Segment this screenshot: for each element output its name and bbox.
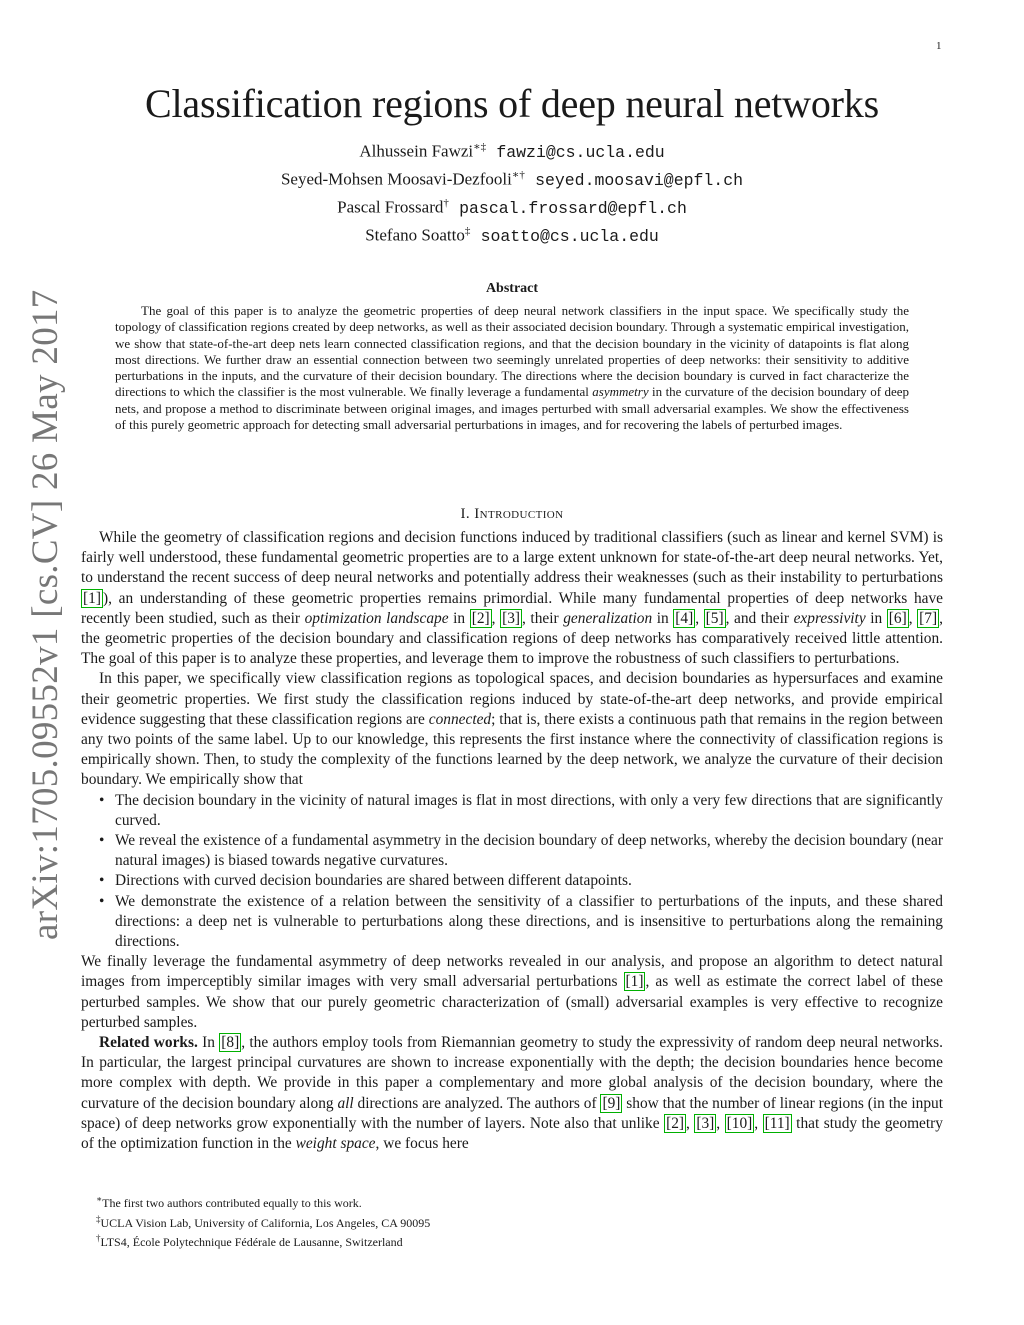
citation-link[interactable]: [1]: [83, 589, 101, 607]
paragraph-lead: Related works.: [99, 1034, 198, 1052]
abstract-text: [115, 303, 909, 433]
author-affiliation-marks: ∗‡: [473, 141, 487, 153]
text: ; that is, there exists a continuous path that remains in the region between any two points of the same label. Up to our knowledge, this represents the first instance where the connectivity of classification regions is empirically shown. Then, to study the complexity of the functions learned by the deep network, we analyze the curvature of their decision boundary. We empirically show that: [81, 710, 943, 789]
footnote-mark: ∗: [96, 1194, 103, 1204]
section-heading-introduction: [0, 506, 1024, 523]
citation-link[interactable]: [5]: [705, 609, 724, 627]
paragraph: [81, 952, 943, 1033]
arxiv-identifier-stamp: arXiv:1705.09552v1 [cs.CV] 26 May 2017: [25, 289, 66, 940]
section-title: Introduction: [474, 506, 564, 522]
footnote: [96, 1231, 796, 1251]
emphasis: generalization: [563, 609, 653, 627]
emphasis: all: [337, 1094, 354, 1112]
author-email[interactable]: seyed.moosavi@epfl.ch: [535, 170, 744, 190]
bullet-marker: •: [99, 791, 105, 809]
text: ,: [491, 609, 501, 627]
citation-link[interactable]: [2]: [471, 609, 490, 627]
text: , their: [522, 609, 564, 627]
citation-link[interactable]: [3]: [502, 609, 521, 627]
text: in: [652, 609, 674, 627]
text: In this paper, we specifically view classification regions as topological spaces, and decision boundaries as hypersurfaces and examine their geometric properties. We first study the classification regions induced by state-of-the-art deep networks, and provide empirical evidence suggesting that these classification regions are: [81, 670, 943, 728]
footnote-text: LTS4, École Polytechnique Fédérale de Lausanne, Switzerland: [100, 1235, 403, 1249]
footnotes: [96, 1192, 796, 1251]
author-email[interactable]: soatto@cs.ucla.edu: [480, 226, 659, 246]
text: show that the number of linear regions (in the input space) of deep networks grow exponentially with the number of layers. Note also that unlike: [81, 1094, 943, 1132]
author-affiliation-marks: ‡: [464, 224, 471, 237]
text: ,: [908, 609, 918, 627]
introduction-body: [81, 528, 943, 1154]
author-name: Seyed-Mohsen Moosavi-Dezfooli: [280, 169, 512, 189]
citation-link[interactable]: [8]: [221, 1034, 240, 1052]
author-line: [0, 136, 1024, 164]
text: ,: [686, 1114, 695, 1132]
page-number: 1: [936, 40, 942, 52]
author-email[interactable]: pascal.frossard@epfl.ch: [459, 198, 687, 218]
abstract-emphasis: asymmetry: [592, 384, 649, 400]
text: , and their: [725, 609, 794, 627]
footnote: [96, 1212, 796, 1232]
list-item-text: We reveal the existence of a fundamental asymmetry in the decision boundary of deep networks, whereby the decision boundary (near natural images) is biased towards negative curvatures.: [115, 832, 943, 870]
text: ), an understanding of these geometric properties remains primordial. While many fundamental properties of deep networks have recently been studied, such as their: [81, 589, 943, 627]
abstract-heading: Abstract: [485, 281, 539, 296]
list-item: [99, 831, 943, 871]
text: In: [197, 1034, 220, 1052]
abstract-part: The goal of this paper is to analyze the geometric properties of deep neural network classifiers in the input space. We specifically study the topology of classification regions created by deep networks, as well as their associated decision boundary. Through a systematic empirical investigation, we show that state-of-the-art deep nets learn connected classification regions, and that the decision boundary in the vicinity of datapoints is flat along most directions. We further draw an essential connection between two seemingly unrelated properties of deep networks: their sensitivity to additive perturbations in the inputs, and the curvature of their decision boundary. The directions where the decision boundary is curved in fact characterize the directions to which the classifier is the most vulnerable. We finally leverage a fundamental: [115, 303, 909, 400]
footnote-mark: ‡: [96, 1213, 101, 1224]
text: , the geometric properties of the decision boundary and classification regions of deep networks has comparatively received little attention. The goal of this paper is to analyze these properties, and leverage them to improve the robustness of such classifiers to perturbations.: [81, 609, 943, 668]
citation-link[interactable]: [1]: [625, 973, 644, 991]
list-item-text: We demonstrate the existence of a relation between the sensitivity of a classifier to perturbations of the inputs, and these shared directions: a deep net is vulnerable to perturbations along these directions, and is insensitive to perturbations along the remaining directions.: [115, 892, 943, 951]
text: that study the geometry of the optimization function in the: [81, 1114, 943, 1153]
text: , we focus here: [375, 1135, 469, 1153]
bullet-marker: •: [99, 892, 105, 910]
author-name: Stefano Soatto: [365, 225, 465, 245]
text: We finally leverage the fundamental asymmetry of deep networks revealed in our analysis, and propose an algorithm to detect natural images from imperceptibly similar images with very small adversarial perturbations: [81, 953, 943, 991]
paper-title: Classification regions of deep neural networks: [145, 81, 879, 126]
author-line: [0, 192, 1024, 220]
text: ,: [695, 609, 704, 627]
citation-link[interactable]: [4]: [675, 609, 694, 627]
bullet-marker: •: [99, 872, 105, 890]
text: ,: [754, 1114, 763, 1132]
emphasis: connected: [428, 710, 492, 728]
text: While the geometry of classification regions and decision functions induced by traditional classifiers (such as linear and kernel SVM) is fairly well understood, these fundamental geometric properties are to a large extent unknown for state-of-the-art deep neural networks. Yet, to understand the recent success of deep neural networks and potentially address their weaknesses (such as their instability to perturbations: [81, 529, 943, 587]
paragraph: [81, 528, 943, 669]
text: in: [448, 609, 470, 627]
author-line: [0, 164, 1024, 192]
citation-link[interactable]: [7]: [919, 609, 938, 627]
citation-link[interactable]: [11]: [764, 1114, 790, 1132]
paragraph: [81, 669, 943, 790]
emphasis: expressivity: [793, 609, 866, 627]
citation-link[interactable]: [6]: [888, 609, 907, 627]
text: ,: [716, 1114, 725, 1132]
author-affiliation-marks: †: [443, 196, 449, 209]
footnote-mark: †: [96, 1233, 101, 1243]
author-name: Alhussein Fawzi: [359, 141, 474, 161]
bullet-marker: •: [99, 832, 105, 850]
list-item: [99, 892, 943, 953]
citation-link[interactable]: [2]: [666, 1114, 685, 1132]
citation-link[interactable]: [9]: [602, 1094, 621, 1112]
footnote: [96, 1192, 796, 1212]
section-number: I.: [460, 506, 471, 522]
footnote-text: The first two authors contributed equally to this work.: [102, 1196, 362, 1210]
list-item: [99, 871, 943, 891]
text: , the authors employ tools from Riemannian geometry to study the expressivity of random deep neural networks. In particular, the largest principal curvatures are shown to increase exponentially with the depth; the decision boundaries hence become more complex with depth. We provide in this paper a complementary and more global analysis of the decision boundary, where the curvature of the decision boundary along: [81, 1034, 943, 1112]
list-item: [99, 791, 943, 831]
list-item-text: The decision boundary in the vicinity of natural images is flat in most directions, with only a very few directions that are significantly curved.: [115, 791, 943, 829]
emphasis: weight space: [295, 1135, 376, 1153]
emphasis: optimization landscape: [304, 609, 449, 627]
author-name: Pascal Frossard: [337, 197, 444, 217]
paragraph: [81, 1033, 943, 1154]
author-email[interactable]: fawzi@cs.ucla.edu: [496, 142, 665, 162]
author-line: [0, 220, 1024, 248]
list-item-text: Directions with curved decision boundaries are shared between different datapoints.: [115, 872, 632, 890]
citation-link[interactable]: [3]: [696, 1114, 715, 1132]
footnote-text: UCLA Vision Lab, University of California, Los Angeles, CA 90095: [100, 1215, 431, 1230]
text: in: [865, 609, 887, 627]
author-block: [0, 136, 1024, 248]
author-affiliation-marks: ∗†: [511, 168, 525, 181]
abstract-part: in the curvature of the decision boundary of deep nets, and propose a method to discriminate between original images, and images perturbed with small adversarial examples. We show the effectiveness of this purely geometric approach for detecting small adversarial perturbations in images, and for recovering the labels of perturbed images.: [115, 384, 909, 433]
text: directions are analyzed. The authors of: [353, 1094, 601, 1112]
citation-link[interactable]: [10]: [726, 1114, 753, 1132]
findings-list: [81, 791, 943, 953]
text: , as well as estimate the correct label of these perturbed samples. We show that our purely geometric characterization of (small) adversarial examples is very effective to recognize perturbed samples.: [81, 973, 943, 1031]
